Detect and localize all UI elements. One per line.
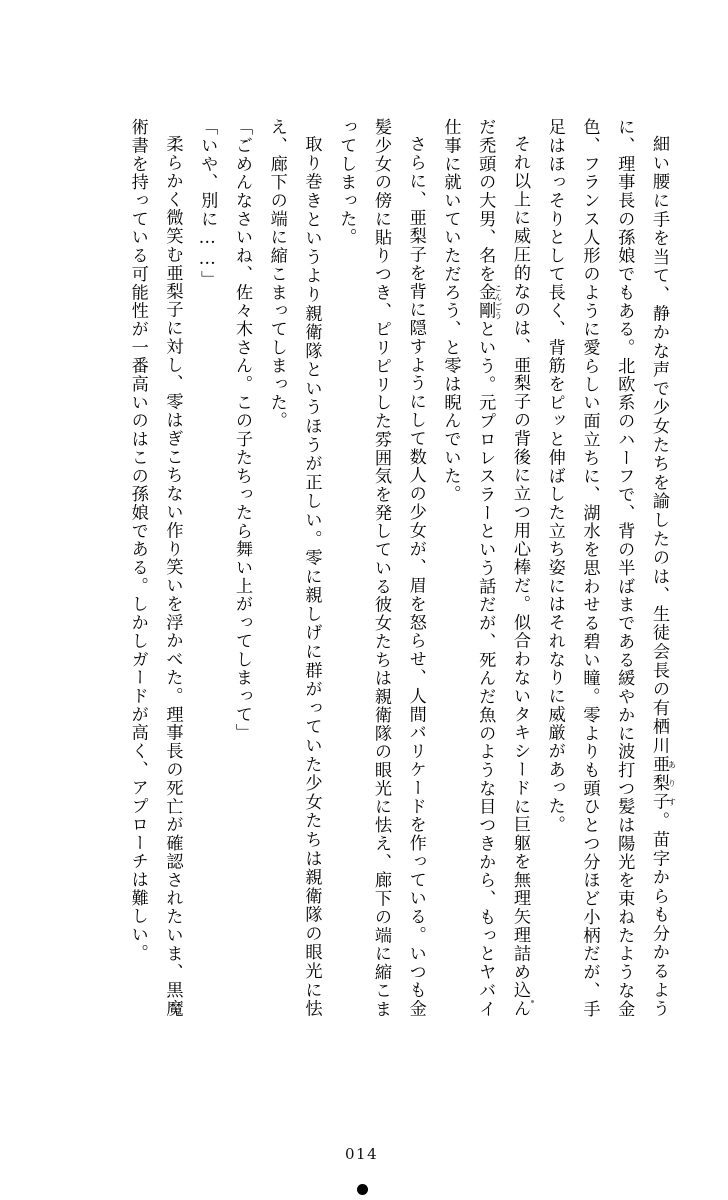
paragraph-3-text: さらに、亜梨子を背に隠すようにして数人の少女が、眉を怒らせ、人間バリケードを作っている。いつも金髪少女の傍に貼りつき、ピリピリした雰囲気を発している彼女たちは親衛隊の眼光に怯え、廊下の端に縮こまってしまった。 (336, 118, 426, 1018)
paragraph-1-text: 細い腰に手を当て、静かな声で少女たちを諭したのは、生徒会長の有栖川亜梨子ありす。苗字からも分かるように、理事長の孫娘でもある。北欧系のハーフで、背の半ばまである緩やかに波打つ髪は陽光を束ねたような金色、フランス人形のように愛らしい面立ちに、湖水を思わせる碧い瞳。零よりも頭ひとつ分ほど小柄だが、手足はほっそりとして長く、背筋をピッと伸ばした立ち姿にはそれなりに威厳があった。 (544, 118, 677, 1018)
paragraph-2 (433, 118, 537, 1018)
ruby-金剛: 金剛こんごう (475, 283, 503, 321)
furigana: ありす (667, 755, 677, 812)
furigana: こんごう (493, 283, 503, 321)
dialogue-line-1-text: 「ごめんなさいね、佐々木さん。この子たちったら舞い上がってしまって」 (232, 118, 252, 742)
dialogue-line-1 (224, 118, 259, 1018)
paragraph-4 (259, 118, 329, 1018)
vertical-text-body (56, 118, 676, 1018)
paragraph-3 (329, 118, 433, 1018)
dialogue-line-2-text: 「いや、別に……」 (197, 118, 218, 289)
ruby-亜梨子: 亜梨子ありす (649, 755, 677, 812)
paragraph-5 (120, 118, 190, 1018)
paragraph-5-text: 柔らかく微笑む亜梨子に対し、零はぎこちない作り笑いを浮かべた。理事長の死亡が確認されたいま、黒魔術書を持っている可能性が一番高いのはこの孫娘である。しかしガードが高く、アプローチは難しい。 (127, 118, 183, 1018)
page-number: 014 (345, 1145, 379, 1163)
printer-registration-dot (357, 1184, 368, 1195)
paragraph-4-text: 取り巻きというより親衛隊というほうが正しい。零に親しげに群がっていた少女たちは親衛隊の眼光に怯え、廊下の端に縮こまってしまった。 (266, 118, 322, 1018)
page-speck (531, 1000, 534, 1003)
dialogue-line-2 (190, 118, 225, 1018)
paragraph-1 (537, 118, 676, 1018)
paragraph-2-text: それ以上に威圧的なのは、亜梨子の背後に立つ用心棒だ。似合わないタキシードに巨躯を無理矢理詰め込んだ禿頭の大男、名を金剛こんごうという。元プロレスラーという話だが、死んだ魚のような目つきから、もっとヤバイ仕事に就いていただろう、と零は睨んでいた。 (440, 118, 530, 1019)
